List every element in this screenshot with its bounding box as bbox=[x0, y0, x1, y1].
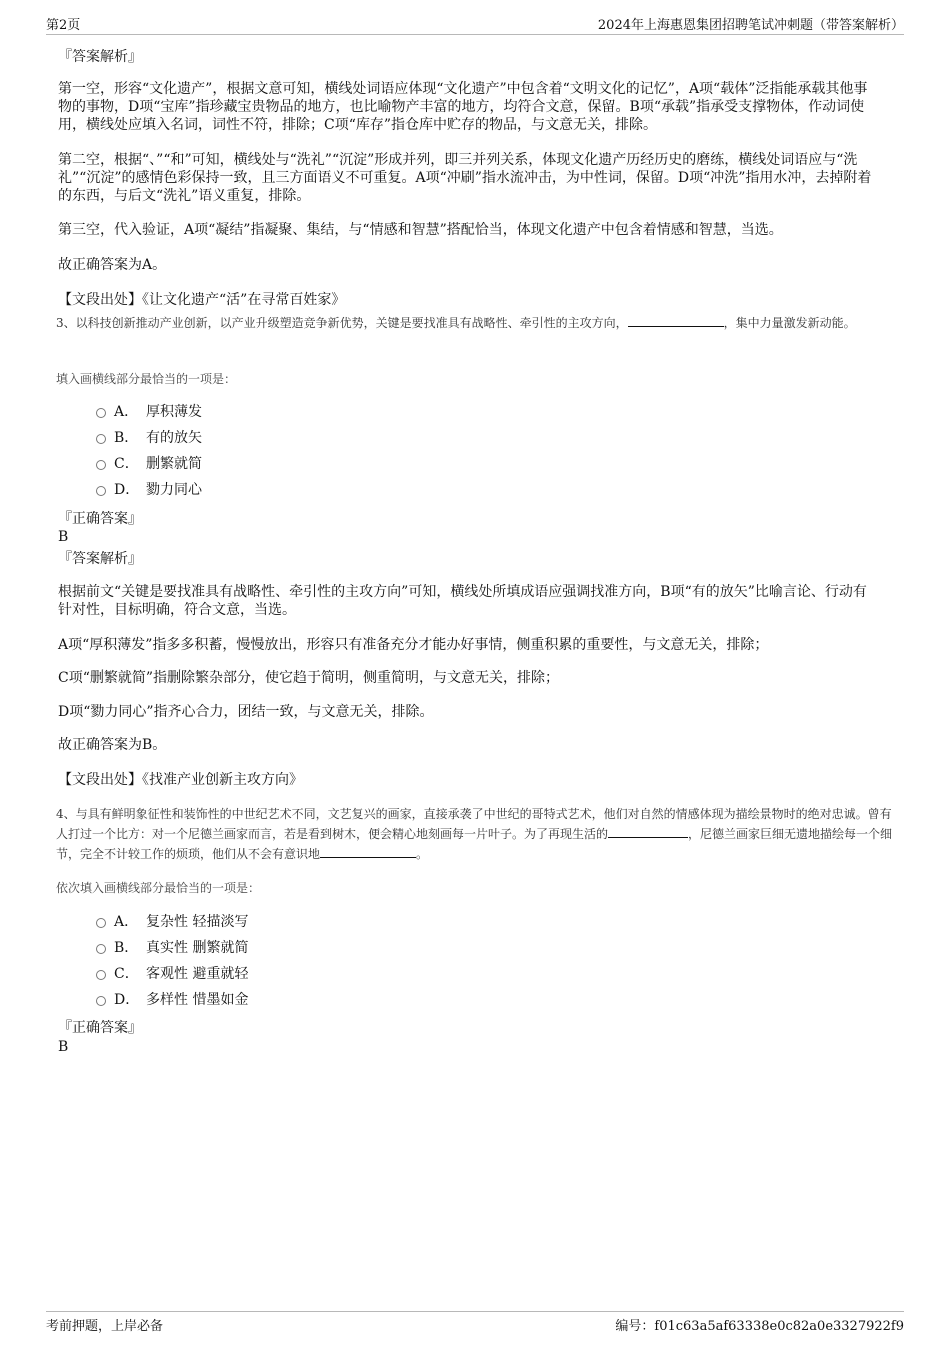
q3-answer-line: 故正确答案为B。 bbox=[58, 737, 167, 753]
option-text: 勠力同心 bbox=[146, 482, 202, 498]
page-footer bbox=[46, 1311, 904, 1335]
option-letter: B． bbox=[114, 940, 139, 956]
q3-answer-label: 『正确答案』 bbox=[58, 511, 142, 527]
q4-stem bbox=[56, 804, 894, 864]
option-text: 多样性 惜墨如金 bbox=[146, 992, 249, 1008]
option-letter: A． bbox=[114, 404, 139, 420]
q3-stem bbox=[56, 313, 894, 333]
option-letter: C． bbox=[114, 456, 139, 472]
q4-blank-1 bbox=[608, 825, 688, 838]
q3-stem-part1: 3、以科技创新推动产业创新，以产业升级塑造竞争新优势，关键是要找准具有战略性、牵引性的主攻方向， bbox=[56, 316, 628, 330]
option-text: 复杂性 轻描淡写 bbox=[146, 914, 249, 930]
q4-stem-part1: 4、与具有鲜明象征性和装饰性的中世纪艺术不同，文艺复兴的画家，直接承袭了中世纪的哥特式艺术，他们对自然的情感体现为描绘景物时的绝对忠诚。曾有人打过一个比方：对一个尼德兰画家而言，若是看到树木，便会精心地刻画每一片叶子。为了再现生活的 bbox=[56, 807, 892, 841]
q3-answer-value: B bbox=[58, 529, 69, 545]
option-letter: A． bbox=[114, 914, 139, 930]
option-letter: C． bbox=[114, 966, 139, 982]
q3-source: 【文段出处】《找准产业创新主攻方向》 bbox=[58, 772, 303, 788]
page-number: 第2页 bbox=[46, 18, 81, 33]
radio-button[interactable] bbox=[96, 408, 106, 418]
q3-analysis-p4: D项“勠力同心”指齐心合力，团结一致，与文意无关，排除。 bbox=[58, 704, 434, 720]
document-code: 编号：f01c63a5af63338e0c82a0e3327922f9 bbox=[615, 1319, 904, 1334]
option-text: 厚积薄发 bbox=[146, 404, 202, 420]
option-letter: B． bbox=[114, 430, 139, 446]
q3-analysis-p1: 根据前文“关键是要找准具有战略性、牵引性的主攻方向”可知，横线处所填成语应强调找准方向，B项“有的放矢”比喻言论、行动有针对性，目标明确，符合文意，当选。 bbox=[58, 584, 867, 618]
option-letter: D． bbox=[114, 482, 140, 498]
footer-slogan: 考前押题，上岸必备 bbox=[46, 1319, 164, 1334]
radio-button[interactable] bbox=[96, 486, 106, 496]
q3-blank bbox=[628, 314, 724, 327]
document-title: 2024年上海惠恩集团招聘笔试冲刺题（带答案解析） bbox=[597, 18, 904, 33]
q3-analysis-p2: A项“厚积薄发”指多多积蓄，慢慢放出，形容只有准备充分才能办好事情，侧重积累的重要性，与文意无关，排除； bbox=[58, 637, 769, 653]
q3-stem-part2: ，集中力量激发新动能。 bbox=[723, 316, 856, 330]
q4-blank-2 bbox=[320, 845, 416, 858]
q3-analysis-label: 『答案解析』 bbox=[58, 551, 142, 567]
q3-instruction: 填入画横线部分最恰当的一项是： bbox=[56, 372, 237, 386]
radio-button[interactable] bbox=[96, 918, 106, 928]
radio-button[interactable] bbox=[96, 944, 106, 954]
q4-instruction: 依次填入画横线部分最恰当的一项是： bbox=[56, 881, 261, 895]
q2-analysis-p2: 第二空，根据“、”“和”可知，横线处与“洗礼”“沉淀”形成并列，即三并列关系，体现文化遗产历经历史的磨练，横线处词语应与“洗礼”“沉淀”的感情色彩保持一致，且三方面语义不可重复。A项“冲刷”指水流冲击，为中性词，保留。D项“冲洗”指用水冲，去掉附着的东西，与后文“洗礼”语义重复，排除。 bbox=[58, 152, 872, 204]
option-text: 删繁就简 bbox=[146, 456, 202, 472]
q2-analysis-label: 『答案解析』 bbox=[58, 49, 142, 65]
radio-button[interactable] bbox=[96, 970, 106, 980]
radio-button[interactable] bbox=[96, 434, 106, 444]
q4-stem-part3: 。 bbox=[416, 847, 429, 861]
page-header bbox=[46, 14, 904, 35]
q2-analysis-p1: 第一空，形容“文化遗产”，根据文意可知，横线处词语应体现“文化遗产”中包含着“文明文化的记忆”，A项“载体”泛指能承载其他事物的事物，D项“宝库”指珍藏宝贵物品的地方，也比喻物产丰富的地方，均符合文意，保留。B项“承载”指承受支撑物体，作动词使用，横线处应填入名词，词性不符，排除；C项“库存”指仓库中贮存的物品，与文意无关，排除。 bbox=[58, 81, 868, 133]
q3-analysis-p3: C项“删繁就简”指删除繁杂部分，使它趋于简明，侧重简明，与文意无关，排除； bbox=[58, 670, 560, 686]
option-text: 客观性 避重就轻 bbox=[146, 966, 249, 982]
q4-answer-label: 『正确答案』 bbox=[58, 1020, 142, 1036]
option-text: 真实性 删繁就简 bbox=[146, 940, 249, 956]
q4-stem-part2: ，尼德兰画家巨细无遗地描绘每一个细节，完全不计较工作的烦琐，他们从不会有意识地 bbox=[56, 827, 893, 861]
option-letter: D． bbox=[114, 992, 140, 1008]
option-text: 有的放矢 bbox=[146, 430, 202, 446]
radio-button[interactable] bbox=[96, 996, 106, 1006]
q4-answer-value: B bbox=[58, 1039, 69, 1055]
q2-source: 【文段出处】《让文化遗产“活”在寻常百姓家》 bbox=[58, 292, 346, 308]
q2-answer-line: 故正确答案为A。 bbox=[58, 257, 167, 273]
radio-button[interactable] bbox=[96, 460, 106, 470]
q2-analysis-p3: 第三空，代入验证，A项“凝结”指凝聚、集结，与“情感和智慧”搭配恰当，体现文化遗产中包含着情感和智慧，当选。 bbox=[58, 222, 783, 238]
